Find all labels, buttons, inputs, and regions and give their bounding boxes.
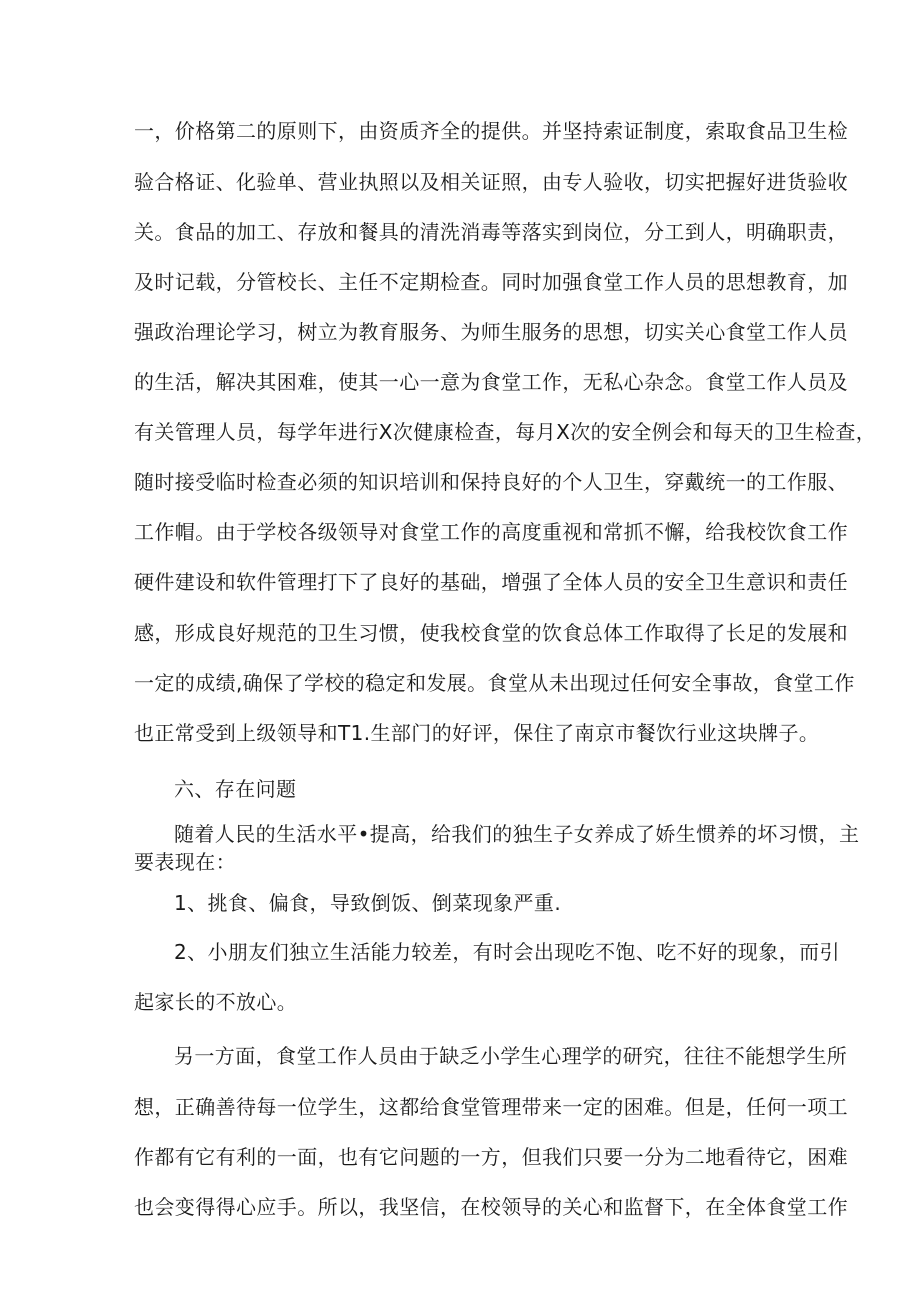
paragraph-1-line: 也正常受到上级领导和T1.生部门的好评，保住了南京市餐饮行业这块牌子。 — [134, 721, 820, 745]
paragraph-3-line: 也会变得得心应手。所以，我坚信，在校领导的关心和监督下，在全体食堂工作 — [134, 1195, 848, 1219]
paragraph-3-line: 另一方面，食堂工作人员由于缺乏小学生心理学的研究，往往不能想学生所 — [174, 1044, 848, 1068]
paragraph-1-line: 关。食品的加工、存放和餐具的清洗消毒等落实到岗位，分工到人，明确职责， — [134, 220, 848, 244]
paragraph-1-line: 的生活，解决其困难，使其一心一意为食堂工作，无私心杂念。食堂工作人员及 — [134, 370, 848, 394]
paragraph-1-line: 一定的成绩,确保了学校的稳定和发展。食堂从未出现过任何安全事故，食堂工作 — [134, 671, 855, 695]
paragraph-2-line: 随着人民的生活水平•提高，给我们的独生子女养成了娇生惯养的坏习惯，主 — [174, 822, 860, 846]
list-item-2-line: 2、小朋友们独立生活能力较差，有时会出现吃不饱、吃不好的现象，而引 — [174, 940, 840, 964]
paragraph-1-line: 硬件建设和软件管理打下了良好的基础，增强了全体人员的安全卫生意识和责任 — [134, 570, 848, 594]
section-heading: 六、存在问题 — [174, 777, 297, 801]
list-item-1: 1、挑食、偏食，导致倒饭、倒菜现象严重. — [174, 891, 562, 915]
paragraph-3-line: 想，正确善待每一位学生，这都给食堂管理带来一定的困难。但是，任何一项工 — [134, 1095, 848, 1119]
paragraph-1-line: 强政治理论学习，树立为教育服务、为师生服务的思想，切实关心食堂工作人员 — [134, 320, 848, 344]
paragraph-1-line: 验合格证、化验单、营业执照以及相关证照，由专人验收，切实把握好进货验收 — [134, 170, 848, 194]
list-item-2-line: 起家长的不放心。 — [134, 990, 298, 1014]
paragraph-1-line: 有关管理人员，每学年进行X次健康检查，每月X次的安全例会和每天的卫生检查， — [134, 420, 877, 444]
paragraph-3-line: 作都有它有利的一面，也有它问题的一方，但我们只要一分为二地看待它，困难 — [134, 1145, 848, 1169]
paragraph-2-line: 要表现在： — [134, 850, 236, 874]
paragraph-1-line: 感，形成良好规范的卫生习惯，使我校食堂的饮食总体工作取得了长足的发展和 — [134, 621, 848, 645]
paragraph-1-line: 工作帽。由于学校各级领导对食堂工作的高度重视和常抓不懈，给我校饮食工作 — [134, 520, 848, 544]
paragraph-1-line: 一，价格第二的原则下，由资质齐全的提供。并坚持索证制度，索取食品卫生检 — [134, 119, 848, 143]
paragraph-1-line: 及时记载，分管校长、主任不定期检查。同时加强食堂工作人员的思想教育，加 — [134, 270, 848, 294]
paragraph-1-line: 随时接受临时检查必须的知识培训和保持良好的个人卫生，穿戴统一的工作服、 — [134, 470, 848, 494]
